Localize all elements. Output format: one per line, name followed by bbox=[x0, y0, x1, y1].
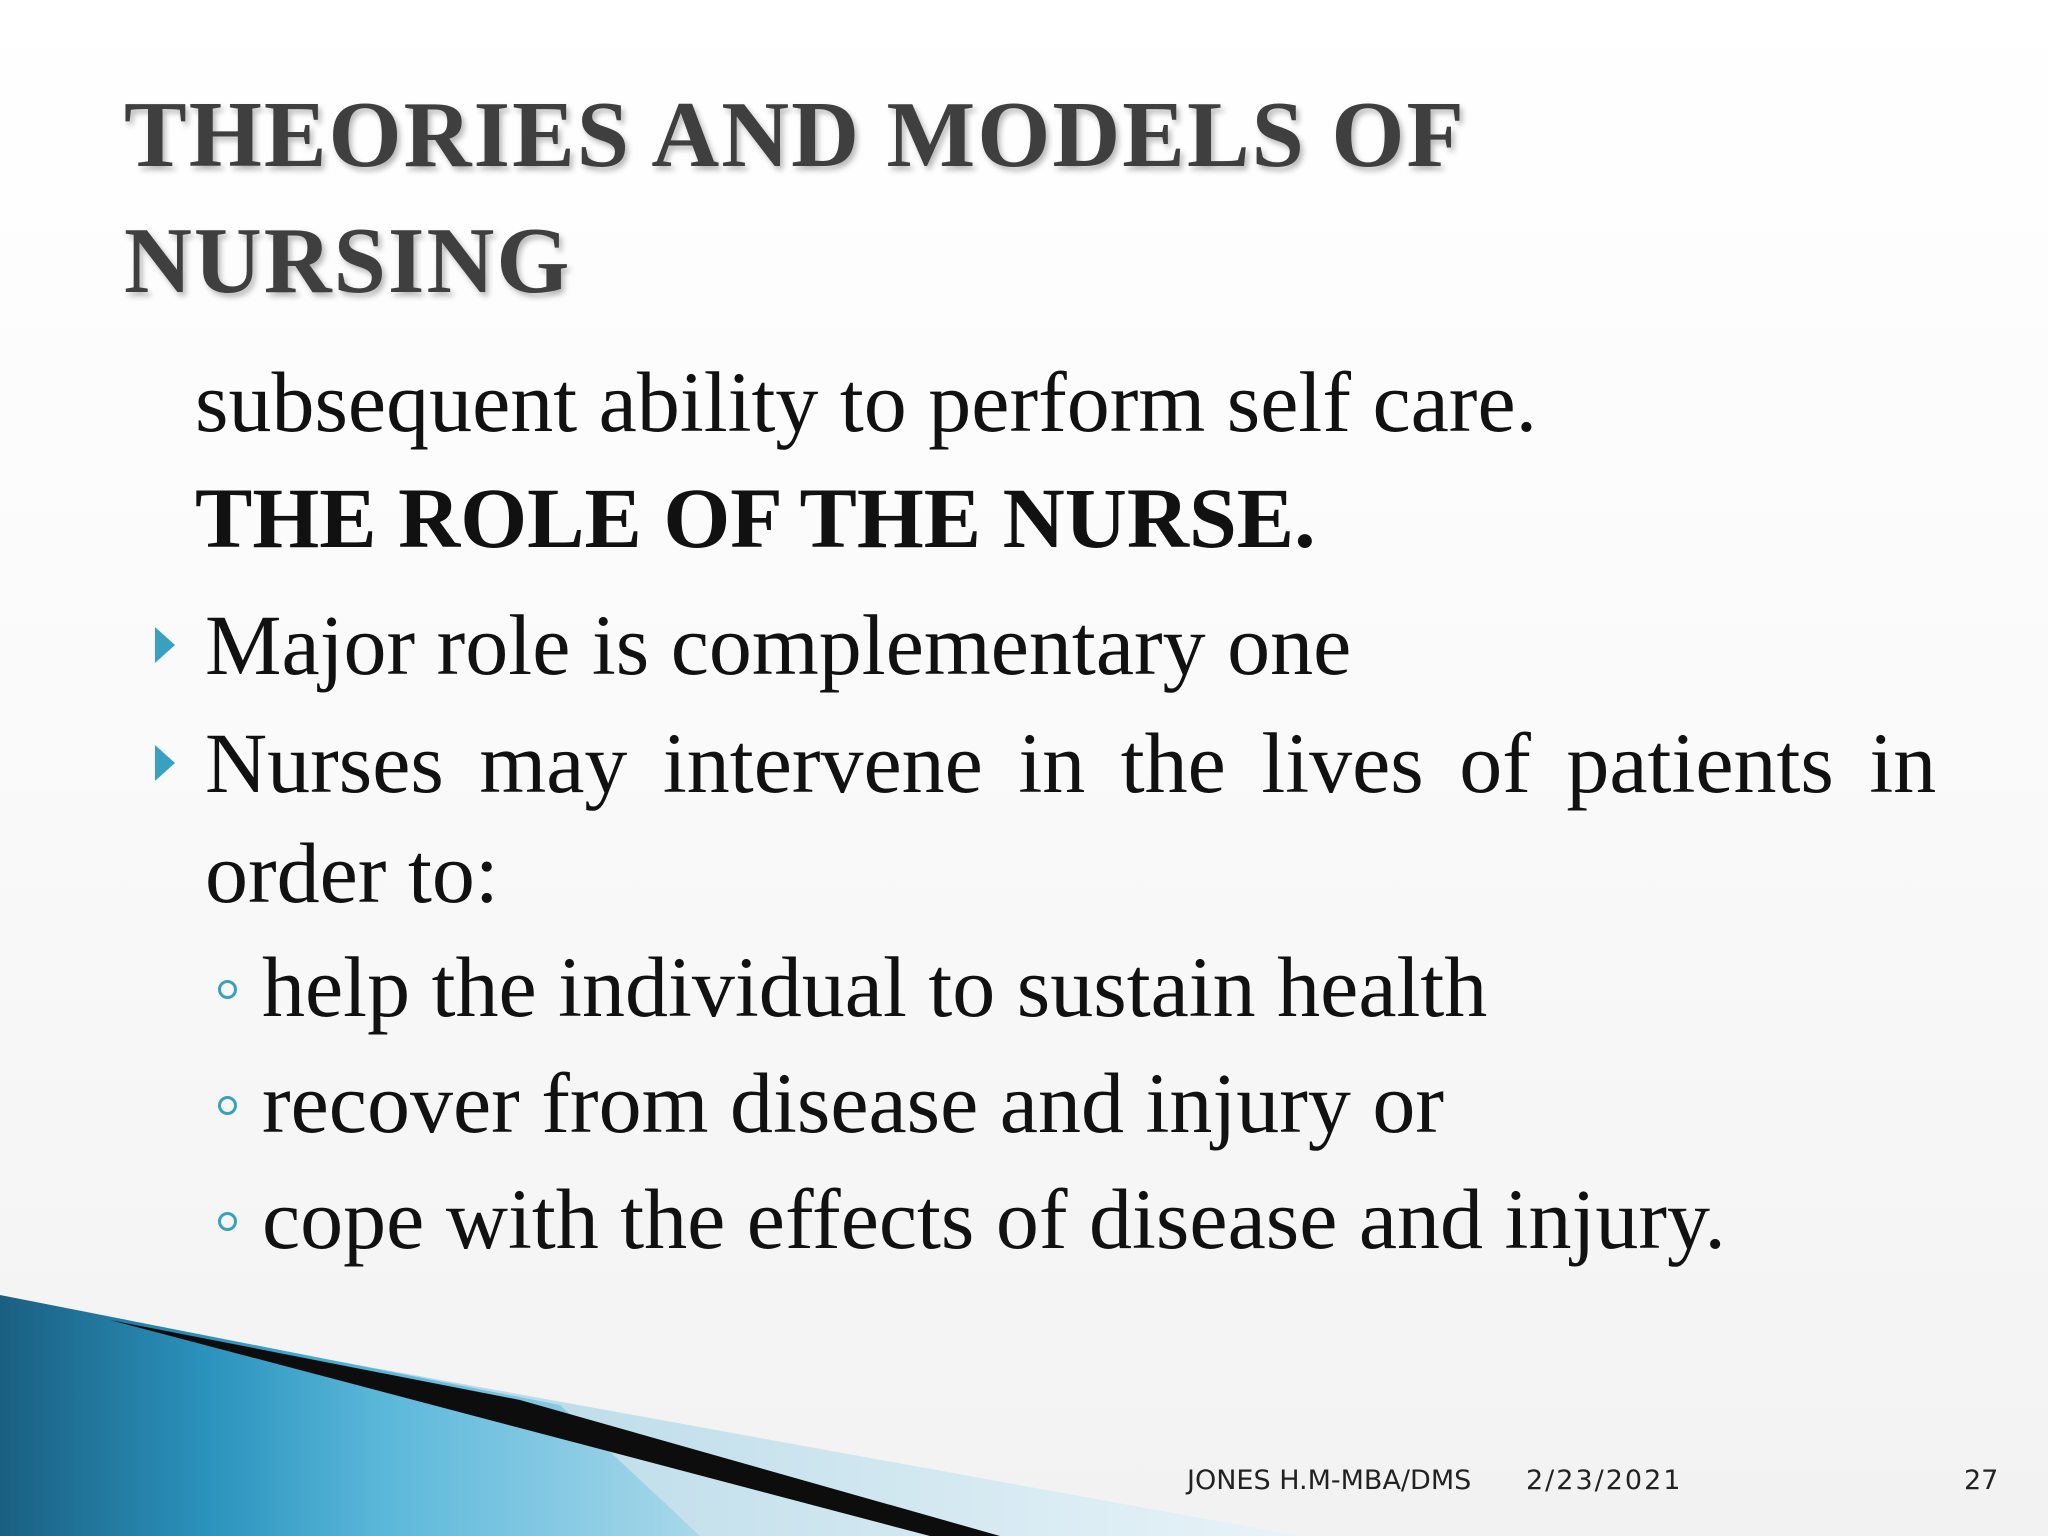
bullet-continuation: order to: bbox=[205, 825, 499, 921]
slide-title: THEORIES AND MODELS OF NURSING bbox=[124, 83, 1463, 313]
sub-bullet-item: cope with the effects of disease and injury. bbox=[262, 1171, 1726, 1267]
section-heading: THE ROLE OF THE NURSE. bbox=[195, 470, 1316, 566]
bullet-item: Major role is complementary one bbox=[205, 597, 1352, 693]
bullet-item: Nurses may intervene in the lives of patients in bbox=[205, 715, 1937, 811]
sub-bullet-item: help the individual to sustain health bbox=[262, 939, 1488, 1035]
footer-date: 2/23/2021 bbox=[1526, 1465, 1683, 1496]
page-number: 27 bbox=[1964, 1465, 1999, 1496]
sub-bullet-item: recover from disease and injury or bbox=[262, 1055, 1445, 1151]
continuation-text: subsequent ability to perform self care. bbox=[195, 354, 1538, 450]
footer-author: JONES H.M-MBA/DMS bbox=[1187, 1465, 1472, 1496]
